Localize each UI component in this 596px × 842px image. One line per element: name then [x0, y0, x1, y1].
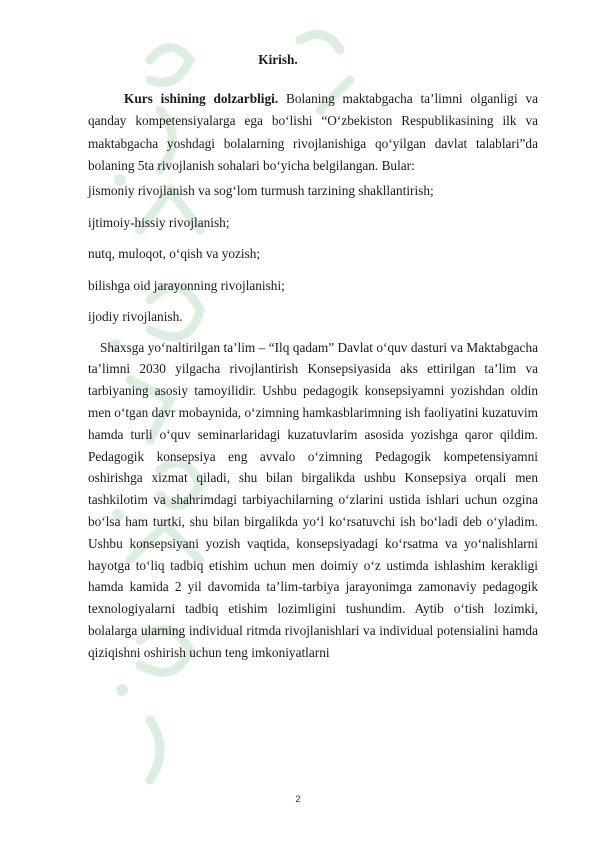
list-item: ijtimoiy-hissiy rivojlanish; [88, 214, 230, 230]
document-body [88, 88, 538, 664]
page-number: 2 [295, 794, 301, 805]
list-item: bilishga oid jarayonning rivojlanishi; [88, 277, 285, 293]
list-item: jismoniy rivojlanish va sog‘lom turmush tarzining shakllantirish; [88, 183, 434, 199]
document-title: Kirish. [258, 52, 298, 67]
intro-paragraph [88, 88, 538, 177]
main-paragraph: Shaxsga yo‘naltirilgan ta’lim – “Ilq qadam” Davlat o‘quv dasturi va Maktabgacha ta’limni 2030 yilgacha rivojlantirish Konsepsiyasida aks ettirilgan ta’lim va tarbiyaning asosiy tamoyilidir. Ushbu pedagogik konsepsiyamni yozishdan oldin men o‘tgan davr mobaynida, o‘zimning hamkasblarimning ish faoliyatini kuzatuvim hamda turli o‘quv seminarlaridagi kuzatuvlarim asosida yozishga qaror qildim. Pedagogik konsepsiya eng avvalo o‘zimning Pedagogik kompetensiyamni oshirishga xizmat qiladi, shu bilan birgalikda ushbu Konsepsiya orqali men tashkilotim va shahrimdagi tarbiyachilarning o‘zlarini ustida ishlari uchun ozgina bo‘lsa ham turtki, shu bilan birgalikda yo‘l ko‘rsatuvchi ish bo‘ladi deb o‘yladim. Ushbu konsepsiyani yozish vaqtida, konsepsiyadagi ko‘rsatma va yo‘nalishlarni hayotga to‘liq tadbiq etishim uchun men doimiy o‘z ustimda ishlashim kerakligi hamda kamida 2 yil davomida ta’lim-tarbiya jarayonimga zamonaviy pedagogik texnologiyalarni tadbiq etishim lozimligini tushundim. Aytib o‘tish lozimki, bolalarga ularning individual ritmda rivojlanishlari va individual potensialini hamda qiziqishni oshirish uchun teng imkoniyatlarni [88, 339, 538, 660]
development-areas-list [88, 182, 538, 326]
list-item: ijodiy rivojlanish. [88, 309, 183, 325]
list-item: nutq, muloqot, o‘qish va yozish; [88, 246, 261, 262]
intro-lead: Kurs ishining dolzarbligi. [124, 91, 279, 106]
intro-text: Bolaning maktabgacha ta’limni olganligi va qanday kompetensiyalarga ega bo‘lishi “O‘zbekiston Respublikasining ilk va maktabgacha yoshdagi bolalarning rivojlanishiga qo‘yilgan davlat talablari”da bolaning 5ta rivojlanish sohalari bo‘yicha belgilangan. Bular: [88, 91, 538, 173]
